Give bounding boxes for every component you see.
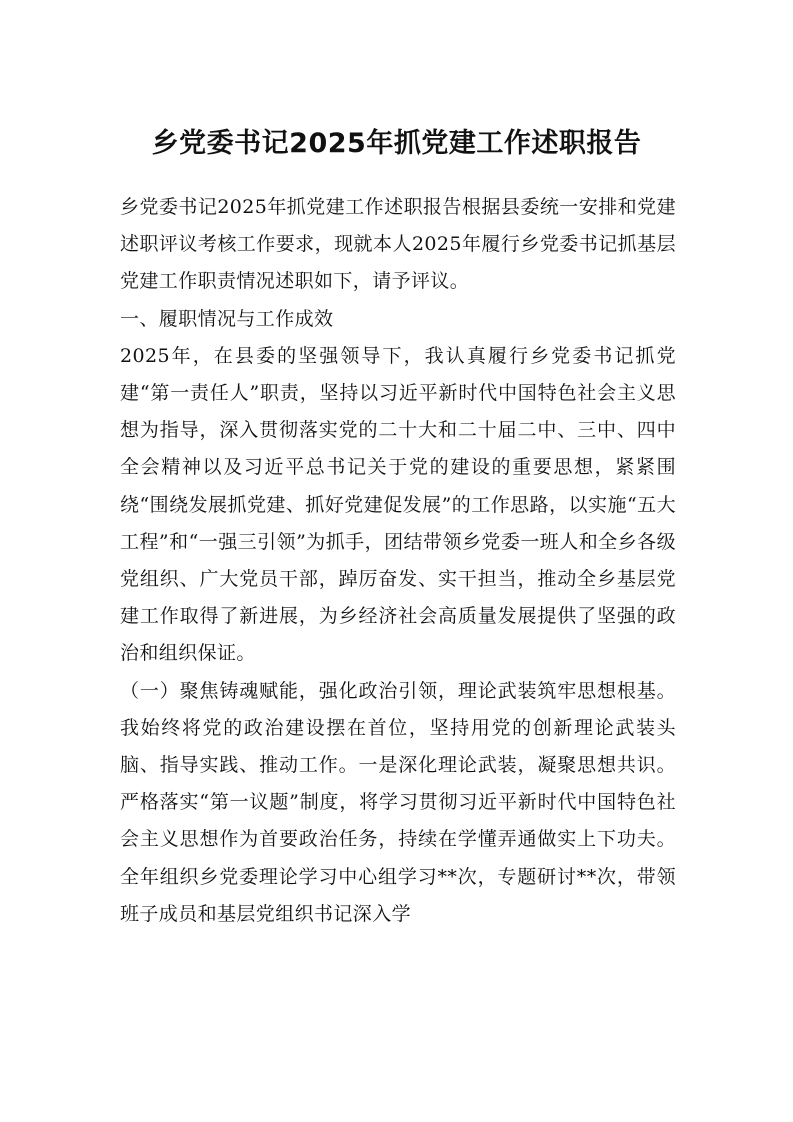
section-heading: 一、履职情况与工作成效 <box>120 307 334 330</box>
intro-paragraph: 乡党委书记2025年抓党建工作述职报告根据县委统一安排和党建述职评议考核工作要求，现就本人2025年履行乡党委书记抓基层党建工作职责情况述职如下，请予评议。 <box>120 196 676 293</box>
document-body <box>120 189 676 933</box>
subsection-paragraph: （一）聚焦铸魂赋能，强化政治引领，理论武装筑牢思想根基。我始终将党的政治建设摆在首位，坚持用党的创新理论武装头脑、指导实践、推动工作。一是深化理论武装，凝聚思想共识。严格落实“第一议题”制度，将学习贯彻习近平新时代中国特色社会主义思想作为首要政治任务，持续在学懂弄通做实上下功夫。全年组织乡党委理论学习中心组学习**次，专题研讨**次，带领班子成员和基层党组织书记深入学 <box>120 679 676 925</box>
body-paragraph: 2025年，在县委的坚强领导下，我认真履行乡党委书记抓党建“第一责任人”职责，坚持以习近平新时代中国特色社会主义思想为指导，深入贯彻落实党的二十大和二十届二中、三中、四中全会精神以及习近平总书记关于党的建设的重要思想，紧紧围绕“围绕发展抓党建、抓好党建促发展”的工作思路，以实施“五大工程”和“一强三引领”为抓手，团结带领乡党委一班人和全乡各级党组织、广大党员干部，踔厉奋发、实干担当，推动全乡基层党建工作取得了新进展，为乡经济社会高质量发展提供了坚强的政治和组织保证。 <box>120 344 676 665</box>
document-title: 乡党委书记2025年抓党建工作述职报告 <box>151 128 642 159</box>
